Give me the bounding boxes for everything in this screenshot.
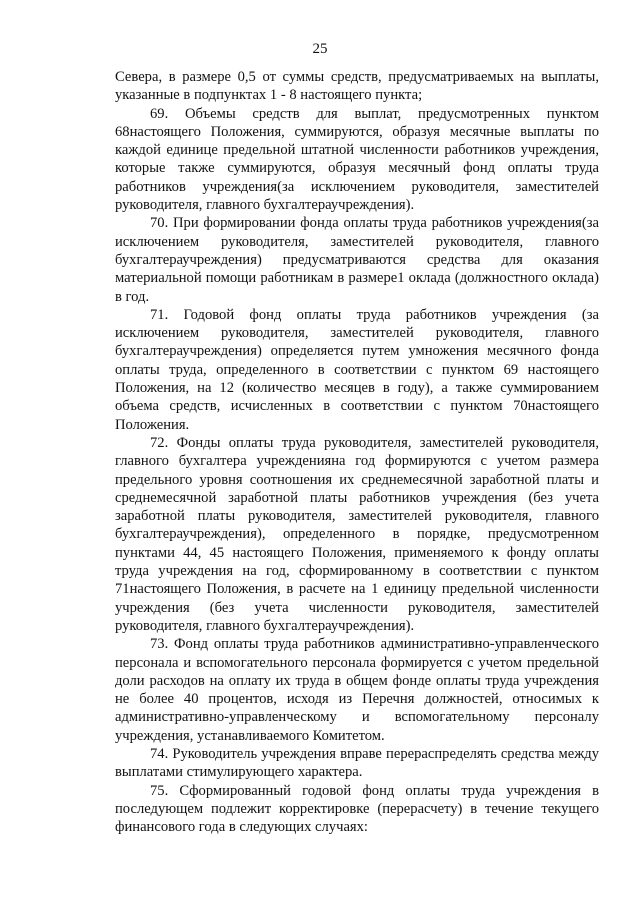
paragraph-69: 69. Объемы средств для выплат, предусмотренных пунктом 68настоящего Положения, суммируются, образуя месячные выплаты по каждой единице предельной штатной численности работников учреждения, которые также суммируются, образуя месячный фонд оплаты труда работников учреждения(за исключением руководителя, заместителей руководителя, главного бухгалтераучреждения).	[115, 105, 599, 214]
paragraph-72: 72. Фонды оплаты труда руководителя, заместителей руководителя, главного бухгалтера учрежденияна год формируются с учетом размера предельного уровня соотношения их среднемесячной заработной платы и среднемесячной заработной платы работников учреждения (без учета заработной платы руководителя, заместителей руководителя, главного бухгалтераучреждения), определенного в порядке, предусмотренном пунктами 44, 45 настоящего Положения, применяемого к фонду оплаты труда учреждения на год, сформированному в соответствии с пунктом 71настоящего Положения, в расчете на 1 единицу предельной численности учреждения (без учета численности руководителя, заместителей руководителя, главного бухгалтераучреждения).	[115, 434, 599, 634]
paragraph-73: 73. Фонд оплаты труда работников административно-управленческого персонала и вспомогательного персонала формируется с учетом предельной доли расходов на оплату их труда в общем фонде оплаты труда учреждения не более 40 процентов, исходя из Перечня должностей, относимых к административно-управленческому и вспомогательному персоналу учреждения, устанавливаемого Комитетом.	[115, 636, 599, 744]
paragraph-74: 74. Руководитель учреждения вправе перераспределять средства между выплатами стимулирующего характера.	[115, 745, 599, 781]
paragraph-continued: Севера, в размере 0,5 от суммы средств, предусматриваемых на выплаты, указанные в подпунктах 1 - 8 настоящего пункта;	[115, 69, 599, 104]
paragraph-70: 70. При формировании фонда оплаты труда работников учреждения(за исключением руководителя, заместителей руководителя, главного бухгалтераучреждения) предусматриваются средства для оказания материальной помощи работникам в размере1 оклада (должностного оклада) в год.	[115, 215, 599, 305]
document-body	[115, 68, 599, 836]
page-number: 25	[312, 41, 328, 57]
paragraph-71: 71. Годовой фонд оплаты труда работников учреждения (за исключением руководителя, заместителей руководителя, главного бухгалтераучреждения) определяется путем умножения месячного фонда оплаты труда, определенного в соответствии с пунктом 69 настоящего Положения, на 12 (количество месяцев в году), а также суммированием объема средств, исчисленных в соответствии с пунктом 70настоящего Положения.	[115, 306, 599, 433]
paragraph-75: 75. Сформированный годовой фонд оплаты труда учреждения в последующем подлежит корректировке (перерасчету) в течение текущего финансового года в следующих случаях:	[115, 782, 599, 836]
